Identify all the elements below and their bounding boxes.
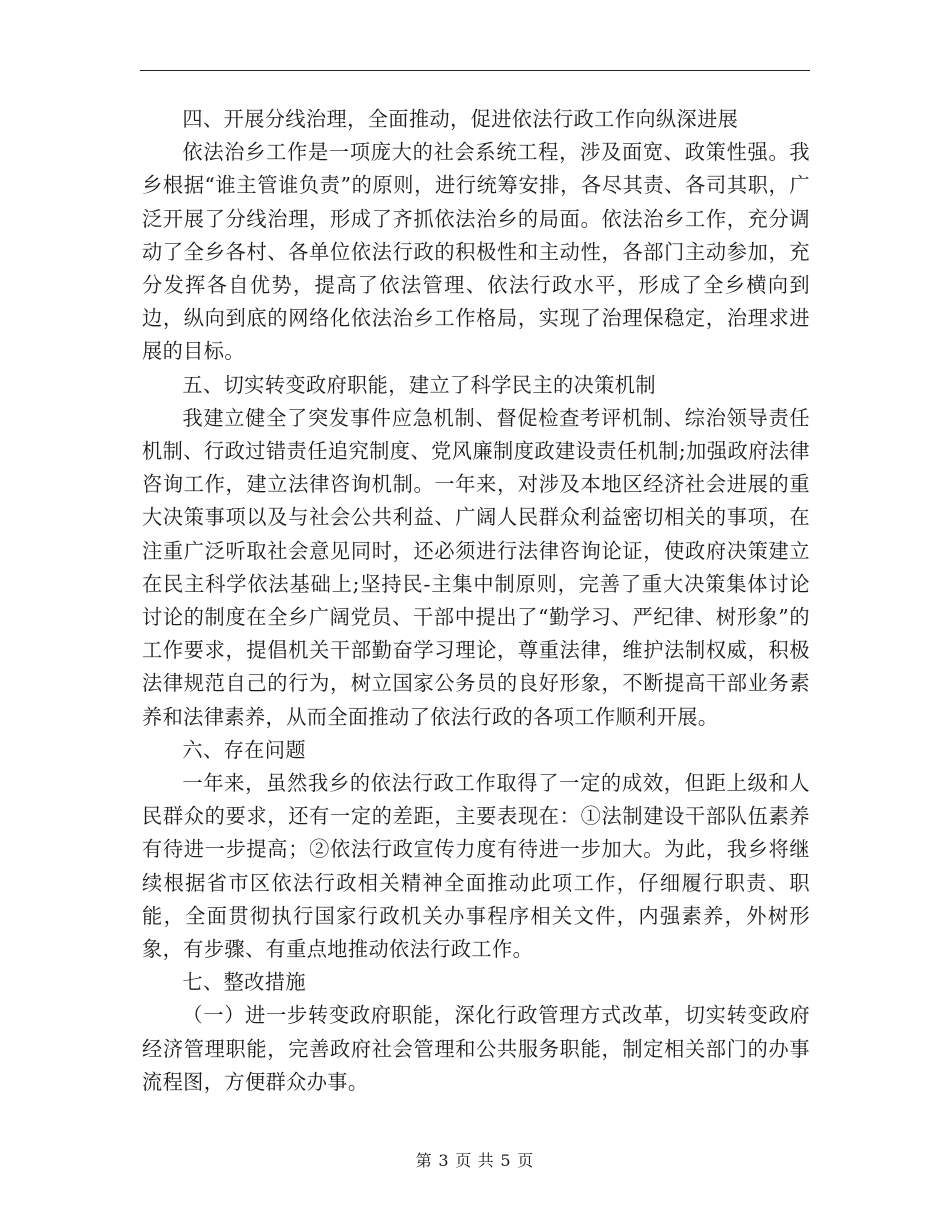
paragraph: 我建立健全了突发事件应急机制、督促检查考评机制、综治领导责任机制、行政过错责任追究制度、党风廉制度政建设责任机制;加强政府法律咨询工作，建立法律咨询机制。一年来，对涉及本地区经济社会进展的重大决策事项以及与社会公共利益、广阔人民群众利益密切相关的事项，在注重广泛听取社会意见同时，还必须进行法律咨询论证，使政府决策建立在民主科学依法基础上;坚持民-主集中制原则，完善了重大决策集体讨论讨论的制度在全乡广阔党员、干部中提出了“勤学习、严纪律、树形象”的工作要求，提倡机关干部勤奋学习理论，尊重法律，维护法制权威，积极法律规范自己的行为，树立国家公务员的良好形象，不断提高干部业务素养和法律素养，从而全面推动了依法行政的各项工作顺利开展。 [142,405,810,729]
page-number: 3 [438,1151,450,1170]
footer-ye2: 页 [517,1151,535,1170]
footer-ye: 页 [455,1151,473,1170]
paragraph: 一年来，虽然我乡的依法行政工作取得了一定的成效，但距上级和人民群众的要求，还有一定的差距，主要表现在：①法制建设干部队伍素养有待进一步提高；②依法行政宣传力度有待进一步加大。为此，我乡将继续根据省市区依法行政相关精神全面推动此项工作，仔细履行职责、职能，全面贯彻执行国家行政机关办事程序相关文件，内强素养，外树形象，有步骤、有重点地推动依法行政工作。 [142,771,810,962]
section-heading-6: 六、存在问题 [182,737,306,762]
paragraph: 依法治乡工作是一项庞大的社会系统工程，涉及面宽、政策性强。我乡根据“谁主管谁负责”的原则，进行统筹安排，各尽其责、各司其职，广泛开展了分线治理，形成了齐抓依法治乡的局面。依法治乡工作，充分调动了全乡各村、各单位依法行政的积极性和主动性，各部门主动参加，充分发挥各自优势，提高了依法管理、依法行政水平，形成了全乡横向到边，纵向到底的网络化依法治乡工作格局，实现了治理保稳定，治理求进展的目标。 [142,140,810,364]
footer-di: 第 [415,1151,433,1170]
section-heading-5: 五、切实转变政府职能，建立了科学民主的决策机制 [182,372,656,397]
header-rule [140,70,810,71]
section-heading-4: 四、开展分线治理，全面推动，促进依法行政工作向纵深进展 [182,107,739,131]
page-footer [0,1148,950,1171]
footer-gong: 共 [477,1151,495,1170]
paragraph: （一）进一步转变政府职能，深化行政管理方式改革，切实转变政府经济管理职能，完善政府社会管理和公共服务职能，制定相关部门的办事流程图，方便群众办事。 [142,1003,810,1094]
page-total: 5 [500,1151,512,1170]
document-body [142,103,810,1099]
section-heading-7: 七、整改措施 [182,970,306,995]
